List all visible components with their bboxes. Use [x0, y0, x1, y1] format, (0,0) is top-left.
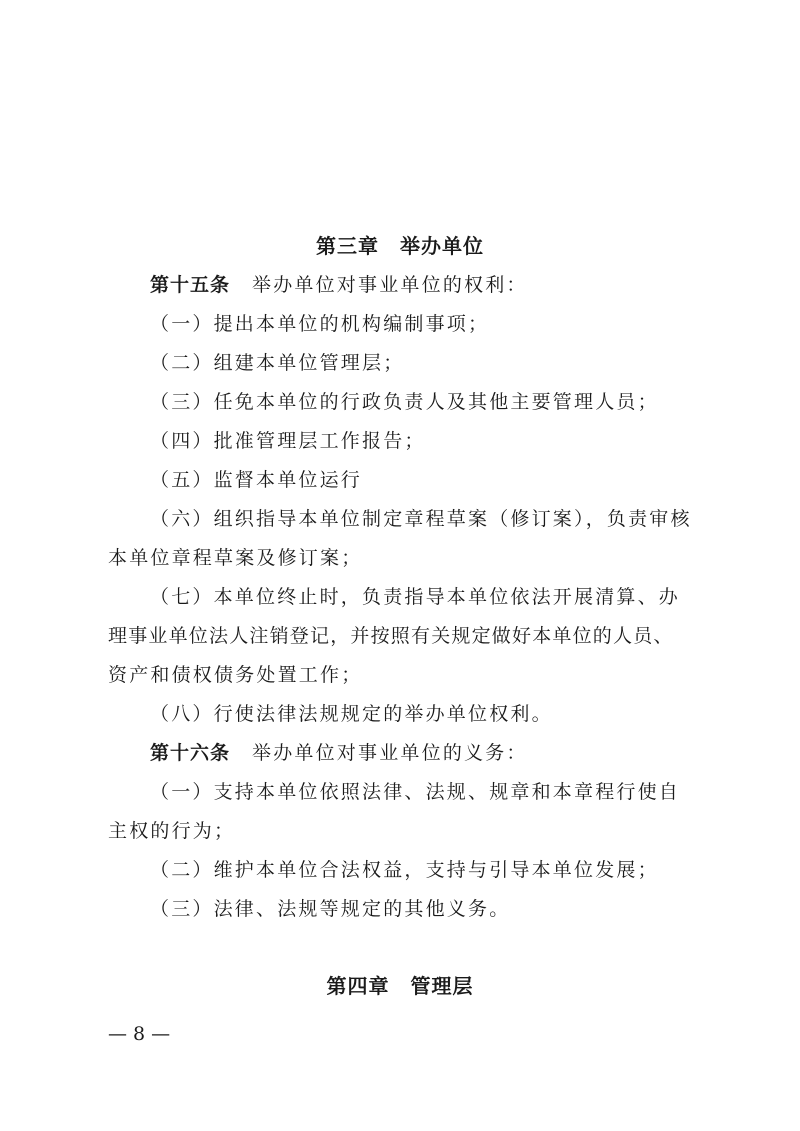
article-16-item-1-cont: 主权的行为；	[108, 820, 236, 842]
article-16-item-2: （二）维护本单位合法权益，支持与引导本单位发展；	[150, 859, 659, 881]
article-16-item-3: （三）法律、法规等规定的其他义务。	[150, 898, 511, 920]
article-15-item-7: （七）本单位终止时，负责指导本单位依法开展清算、办	[150, 586, 681, 608]
article-15-item-6-cont: 本单位章程草案及修订案；	[108, 547, 363, 569]
chapter-3-title: 第三章 举办单位	[316, 234, 484, 258]
article-15-number: 第十五条	[150, 274, 231, 296]
page-number: — 8 —	[108, 1023, 171, 1045]
article-15-item-7-cont-1: 理事业单位法人注销登记，并按照有关规定做好本单位的人员、	[108, 625, 674, 647]
article-15-item-8: （八）行使法律法规规定的举办单位权利。	[150, 703, 553, 725]
article-15-item-3: （三）任免本单位的行政负责人及其他主要管理人员；	[150, 391, 659, 413]
article-16-item-1: （一）支持本单位依照法律、法规、规章和本章程行使自	[150, 781, 681, 803]
article-16-text: 举办单位对事业单位的义务：	[252, 742, 528, 764]
article-15-item-1: （一）提出本单位的机构编制事项；	[150, 313, 490, 335]
article-16-number: 第十六条	[150, 742, 231, 764]
article-15-item-2: （二）组建本单位管理层；	[150, 352, 405, 374]
article-15-item-7-cont-2: 资产和债权债务处置工作；	[108, 664, 363, 686]
article-15-text: 举办单位对事业单位的权利：	[252, 274, 528, 296]
chapter-4-title: 第四章 管理层	[326, 974, 474, 998]
article-15-item-5: （五）监督本单位运行	[150, 469, 363, 491]
article-15-item-4: （四）批准管理层工作报告；	[150, 430, 426, 452]
article-15	[150, 273, 528, 297]
article-15-item-6: （六）组织指导本单位制定章程草案（修订案），负责审核	[150, 508, 692, 530]
article-16	[150, 741, 528, 765]
